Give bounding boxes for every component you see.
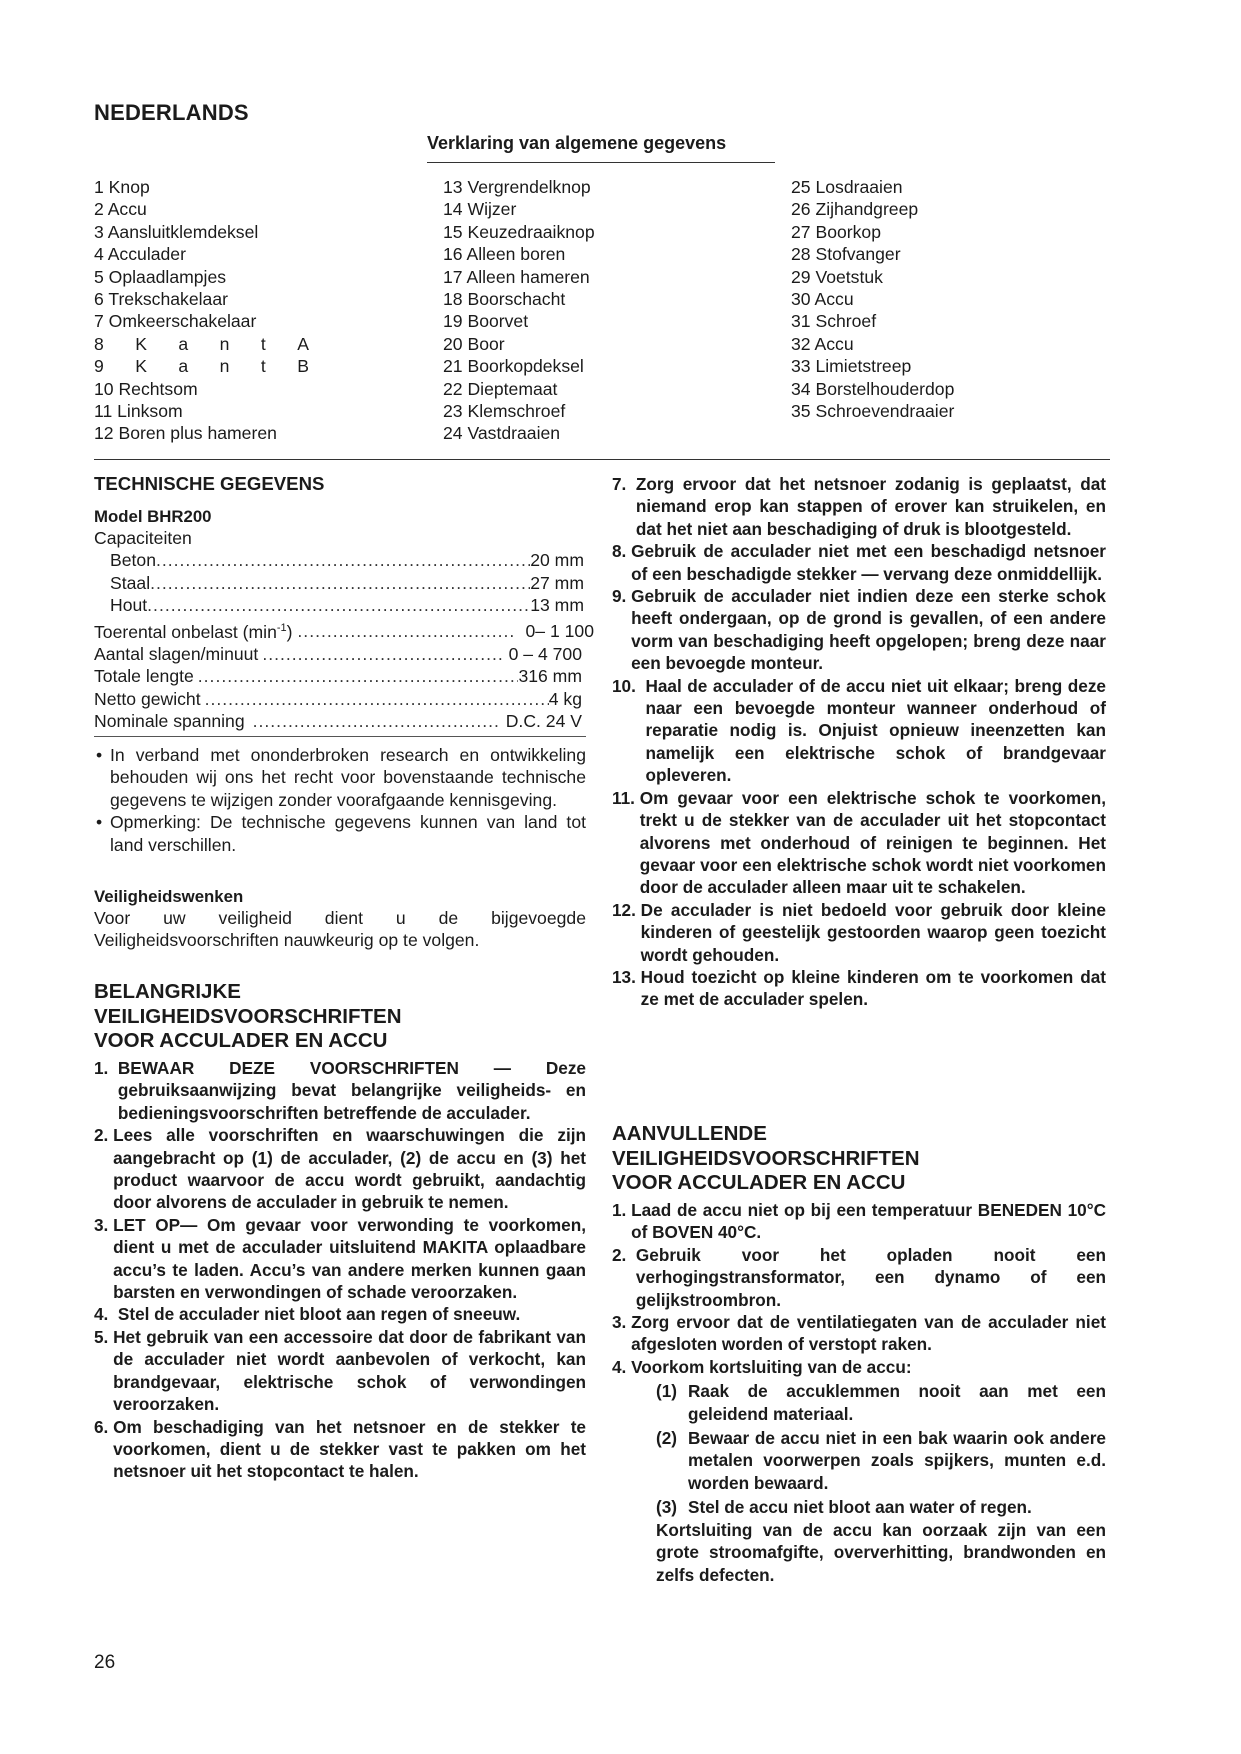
rule-text: Laad de accu niet op bij een temperatuur BENEDEN 10°C of BOVEN 40°C. [631, 1200, 1106, 1243]
legend-item: 1 Knop [94, 177, 150, 197]
tech-title: TECHNISCHE GEGEVENS [94, 473, 325, 494]
tech-note: • In verband met ononderbroken research en ontwikkeling behouden wij ons het recht voor bovenstaande technische gegevens te wijzigen zonder voorafgaande kennisgeving. [94, 744, 586, 811]
legend-column-2 [443, 176, 595, 445]
sub-text: Stel de accu niet bloot aan water of regen. [688, 1497, 1032, 1518]
legend-item: 34 Borstelhouderdop [791, 378, 955, 399]
spec-label: Hout [110, 595, 148, 616]
kant-b-char: B [297, 356, 309, 377]
tech-note: • Opmerking: De technische gegevens kunnen van land tot land verschillen. [94, 811, 586, 856]
spec-value: 0 – 4 700 [508, 643, 582, 664]
spec-value: 13 mm [530, 595, 584, 616]
spec-list [94, 527, 594, 733]
rule-item: 9. Gebruik de acculader niet indien deze een sterke schok heeft ondergaan, op de grond is gevallen, of een andere vorm van beschadiging heeft opgelopen; breng deze naar een bevoegde monteur. [612, 586, 1106, 674]
rule-text: Gebruik voor het opladen nooit een verhogingstransformator, een dynamo of een gelijkstroombron. [635, 1244, 1106, 1310]
legend-item: 3 Aansluitklemdeksel [94, 221, 259, 242]
legend-item: 29 Voetstuk [791, 266, 883, 287]
rule-text: Zorg ervoor dat de ventilatiegaten van de acculader niet afgesloten worden of verstopt raken. [631, 1312, 1106, 1355]
legend-item: 19 Boorvet [443, 311, 529, 332]
important-list-right [612, 473, 1106, 1011]
rule-text: Haal de acculader of de accu niet uit elkaar; breng deze naar een bevoegde monteur wanneer onderhoud of reparatie nodig is. Onjuist opnieuw ineenzetten kan namelijk een elektrische schok of brandgevaar opleveren. [645, 675, 1106, 786]
legend-item: 30 Accu [791, 289, 854, 310]
safety-text: Voor uw veiligheid dient u de bijgevoegde Veiligheidsvoorschriften nauwkeurig op te volgen. [94, 908, 586, 951]
spec-row-lengte [94, 665, 594, 687]
kant-a-char: t [260, 333, 266, 354]
capacities-label: Capaciteiten [94, 528, 192, 548]
rule-text: LET OP— Om gevaar voor verwonding te voorkomen, dient u met de acculader uitsluitend MAKITA oplaadbare accu’s te laden. Accu’s van andere merken kunnen gaan barsten en verwondingen of schade veroorzaken. [113, 1214, 586, 1303]
sub-text: Raak de accuklemmen nooit aan met een geleidend materiaal. [688, 1381, 1106, 1424]
kant-a-char: 8 [94, 333, 104, 354]
spec-divider [94, 736, 586, 737]
legend-item: 10 Rechtsom [94, 378, 198, 399]
rule-text: Om beschadiging van het netsnoer en de stekker te voorkomen, dient u de stekker vast te pakken om het netsnoer uit het stopcontact te halen. [113, 1416, 586, 1482]
rule-item: 8. Gebruik de acculader niet met een beschadigd netsnoer of een beschadigde stekker — vervang deze onmiddellijk. [612, 541, 1106, 584]
rule-item: 1. Laad de accu niet op bij een temperatuur BENEDEN 10°C of BOVEN 40°C. [612, 1200, 1106, 1243]
rule-item: 13. Houd toezicht op kleine kinderen om te voorkomen dat ze met de acculader spelen. [612, 966, 1106, 1010]
legend-item: 32 Accu [791, 333, 854, 354]
spec-row-toerental [94, 617, 594, 643]
language-heading: NEDERLANDS [94, 100, 249, 125]
heading-line: AANVULLENDE [612, 1122, 767, 1145]
sub-item: (1) Raak de accuklemmen nooit aan met een geleidend materiaal. [656, 1381, 1106, 1424]
kant-b-char: K [135, 356, 147, 377]
rule-item: 1. BEWAAR DEZE VOORSCHRIFTEN — Deze gebruiksaanwijzing bevat belangrijke veiligheids- en bedieningsvoorschriften betreffende de acculader. [94, 1058, 586, 1123]
page-number: 26 [94, 1652, 116, 1673]
rule-item: 4. Voorkom kortsluiting van de accu: [612, 1356, 1106, 1378]
sub-item: (3) Stel de accu niet bloot aan water of regen. [656, 1496, 1106, 1518]
legend-item: 14 Wijzer [443, 199, 517, 220]
legend-item: 5 Oplaadlampjes [94, 266, 227, 287]
rule-item: 4. Stel de acculader niet bloot aan regen of sneeuw. [94, 1303, 586, 1325]
legend-item: 7 Omkeerschakelaar [94, 311, 257, 332]
kant-a-char: K [135, 333, 147, 354]
heading-line: VEILIGHEIDSVOORSCHRIFTEN [94, 1004, 402, 1028]
spec-label: Staal [110, 572, 151, 593]
rule-item: 3. Zorg ervoor dat de ventilatiegaten van de acculader niet afgesloten worden of verstopt raken. [612, 1312, 1106, 1355]
legend-item: 31 Schroef [791, 311, 877, 332]
spec-row-gewicht [94, 688, 594, 710]
spec-row-spanning [94, 710, 594, 732]
kant-b-char: t [260, 356, 266, 377]
legend-item-kant-a [94, 333, 309, 355]
sub-item: (2) Bewaar de accu niet in een bak waarin ook andere metalen voorwerpen zoals spijkers, munten e.d. worden bewaard. [656, 1428, 1106, 1493]
rule-text: Gebruik de acculader niet indien deze een sterke schok heeft ondergaan, op de grond is gevallen, of een andere vorm van beschadiging heeft opgelopen; breng deze naar een bevoegde monteur. [631, 586, 1106, 674]
rule-text: Lees alle voorschriften en waarschuwingen die zijn aangebracht op (1) de acculader, (2) de accu en (3) het product waarvoor de accu wordt gebruikt, aandachtig door alvorens de acculader in gebruik te nemen. [113, 1125, 586, 1213]
rule-item: 5. Het gebruik van een accessoire dat door de fabrikant van de acculader niet wordt aanbevolen of verkocht, kan brandgevaar, elektrische schok of verwondingen veroorzaken. [94, 1326, 586, 1415]
spec-label: Totale lengte [94, 666, 194, 687]
additional-heading [612, 1122, 920, 1196]
legend-item: 27 Boorkop [791, 221, 881, 242]
legend-item: 35 Schroevendraaier [791, 401, 955, 422]
rule-item: 12. De acculader is niet bedoeld voor gebruik door kleine kinderen of geestelijk gestoorden waarop geen toezicht wordt gehouden. [612, 899, 1106, 965]
important-list-left [94, 1057, 586, 1483]
kant-b-char: n [219, 356, 230, 377]
legend-item: 21 Boorkopdeksel [443, 356, 584, 377]
kant-a-char: n [219, 333, 230, 354]
legend-item: 13 Vergrendelknop [443, 177, 591, 197]
rule-text: Voorkom kortsluiting van de accu: [631, 1356, 912, 1377]
spec-label: Toerental onbelast $(\min^{-1})$ [94, 621, 293, 642]
spec-value: 27 mm [530, 572, 584, 593]
legend-column-3 [791, 176, 954, 422]
spec-label: Nominale spanning [94, 711, 245, 732]
closing-text: Kortsluiting van de accu kan oorzaak zijn van een grote stroomafgifte, oververhitting, brandwonden en zelfs defecten. [656, 1519, 1106, 1585]
kant-b-char: 9 [94, 356, 104, 377]
rule-item: 7. Zorg ervoor dat het netsnoer zodanig is geplaatst, dat niemand erop kan stappen of erover kan struikelen, en dat het niet aan beschadiging of druk is blootgesteld. [612, 474, 1106, 539]
rule-text: Om gevaar voor een elektrische schok te voorkomen, trekt u de stekker van de acculader uit het stopcontact alvorens met onderhoud of reinigen te beginnen. Het gevaar voor een elektrische schok wordt niet voorkomen door de acculader alleen maar uit te schakelen. [639, 787, 1106, 898]
spec-value: 0– 1 100 [525, 621, 594, 642]
spec-value: 20 mm [530, 550, 584, 571]
tech-notes [94, 744, 586, 856]
legend-item: 2 Accu [94, 199, 147, 220]
spec-label: Beton [110, 550, 156, 571]
spec-value: 4 kg [548, 688, 582, 709]
model-label: Model BHR200 [94, 507, 212, 526]
rule-item: 10. Haal de acculader of de accu niet uit elkaar; breng deze naar een bevoegde monteur wanneer onderhoud of reparatie nodig is. Onjuist opnieuw ineenzetten kan namelijk een elektrische schok of brandgevaar opleveren. [612, 675, 1106, 786]
rule-text: BEWAAR DEZE VOORSCHRIFTEN — Deze gebruiksaanwijzing bevat belangrijke veiligheids- en bedieningsvoorschriften betreffende de acculader. [117, 1058, 586, 1123]
legend-item: 25 Losdraaien [791, 177, 903, 197]
legend-item-kant-b [94, 355, 309, 377]
legend-item: 26 Zijhandgreep [791, 199, 919, 220]
sub-text: Bewaar de accu niet in een bak waarin ook andere metalen voorwerpen zoals spijkers, munten e.d. worden bewaard. [688, 1428, 1106, 1493]
kant-a-char: A [297, 333, 309, 354]
legend-column-1 [94, 176, 309, 445]
legend-item: 18 Boorschacht [443, 289, 566, 310]
legend-item: 15 Keuzedraaiknop [443, 221, 595, 242]
important-heading [94, 980, 402, 1054]
rule-text: Het gebruik van een accessoire dat door de fabrikant van de acculader niet wordt aanbevolen of verkocht, kan brandgevaar, elektrische schok of verwondingen veroorzaken. [113, 1326, 586, 1415]
legend-title: Verklaring van algemene gegevens [427, 133, 727, 153]
legend-item: 28 Stofvanger [791, 244, 901, 265]
legend-item: 11 Linksom [94, 401, 183, 422]
rule-item: 6. Om beschadiging van het netsnoer en de stekker te voorkomen, dient u de stekker vast te pakken om het netsnoer uit het stopcontact te halen. [94, 1416, 586, 1482]
additional-list [612, 1199, 1106, 1586]
spec-row-hout [94, 594, 594, 616]
spec-superscript: -1 [276, 621, 287, 634]
spec-row-beton [94, 549, 594, 571]
heading-line: VOOR ACCULADER EN ACCU [612, 1171, 906, 1194]
legend-item: 23 Klemschroef [443, 401, 566, 422]
legend-item: 24 Vastdraaien [443, 423, 561, 444]
heading-line: VOOR ACCULADER EN ACCU [94, 1029, 388, 1052]
rule-text: Gebruik de acculader niet met een beschadigd netsnoer of een beschadigde stekker — vervang deze onmiddellijk. [631, 541, 1106, 584]
rule-text: De acculader is niet bedoeld voor gebruik door kleine kinderen of geestelijk gestoorden waarop geen toezicht wordt gehouden. [640, 899, 1106, 965]
legend-item: 33 Limietstreep [791, 356, 912, 377]
rule-item: 11. Om gevaar voor een elektrische schok te voorkomen, trekt u de stekker van de acculader uit het stopcontact alvorens met onderhoud of reinigen te beginnen. Het gevaar voor een elektrische schok wordt niet voorkomen door de acculader alleen maar uit te schakelen. [612, 787, 1106, 898]
rule-text: Stel de acculader niet bloot aan regen of sneeuw. [117, 1304, 521, 1325]
kant-b-char: a [178, 356, 189, 377]
rule-text: Houd toezicht op kleine kinderen om te voorkomen dat ze met de acculader spelen. [640, 966, 1106, 1010]
section-divider [94, 459, 1110, 460]
spec-label: Netto gewicht [94, 688, 201, 709]
legend-item: 12 Boren plus hameren [94, 423, 277, 444]
spec-value: D.C. 24 V [505, 711, 582, 732]
legend-item: 22 Dieptemaat [443, 378, 558, 399]
heading-line: BELANGRIJKE [94, 980, 241, 1003]
rule-item: 2. Gebruik voor het opladen nooit een verhogingstransformator, een dynamo of een gelijkstroombron. [612, 1244, 1106, 1310]
spec-value: 316 mm [518, 666, 582, 687]
rule-item: 2. Lees alle voorschriften en waarschuwingen die zijn aangebracht op (1) de acculader, (2) de accu en (3) het product waarvoor de accu wordt gebruikt, aandachtig door alvorens de acculader in gebruik te nemen. [94, 1125, 586, 1213]
heading-line: VEILIGHEIDSVOORSCHRIFTEN [612, 1146, 920, 1170]
legend-item: 16 Alleen boren [443, 244, 566, 265]
legend-item: 4 Acculader [94, 244, 186, 265]
rule-item: 3. LET OP— Om gevaar voor verwonding te voorkomen, dient u met de acculader uitsluitend MAKITA oplaadbare accu’s te laden. Accu’s van andere merken kunnen gaan barsten en verwondingen of schade veroorzaken. [94, 1214, 586, 1303]
legend-title-rule [427, 162, 775, 163]
rule-text: Zorg ervoor dat het netsnoer zodanig is geplaatst, dat niemand erop kan stappen of erover kan struikelen, en dat het niet aan beschadiging of druk is blootgesteld. [635, 474, 1106, 539]
kant-a-char: a [178, 333, 189, 354]
safety-title: Veiligheidswenken [94, 887, 244, 906]
spec-label: Aantal slagen/minuut [94, 643, 259, 664]
spec-row-staal [94, 572, 594, 594]
legend-item: 20 Boor [443, 333, 505, 354]
spec-row-slagen [94, 643, 594, 665]
legend-item: 6 Trekschakelaar [94, 289, 228, 310]
legend-item: 17 Alleen hameren [443, 266, 590, 287]
